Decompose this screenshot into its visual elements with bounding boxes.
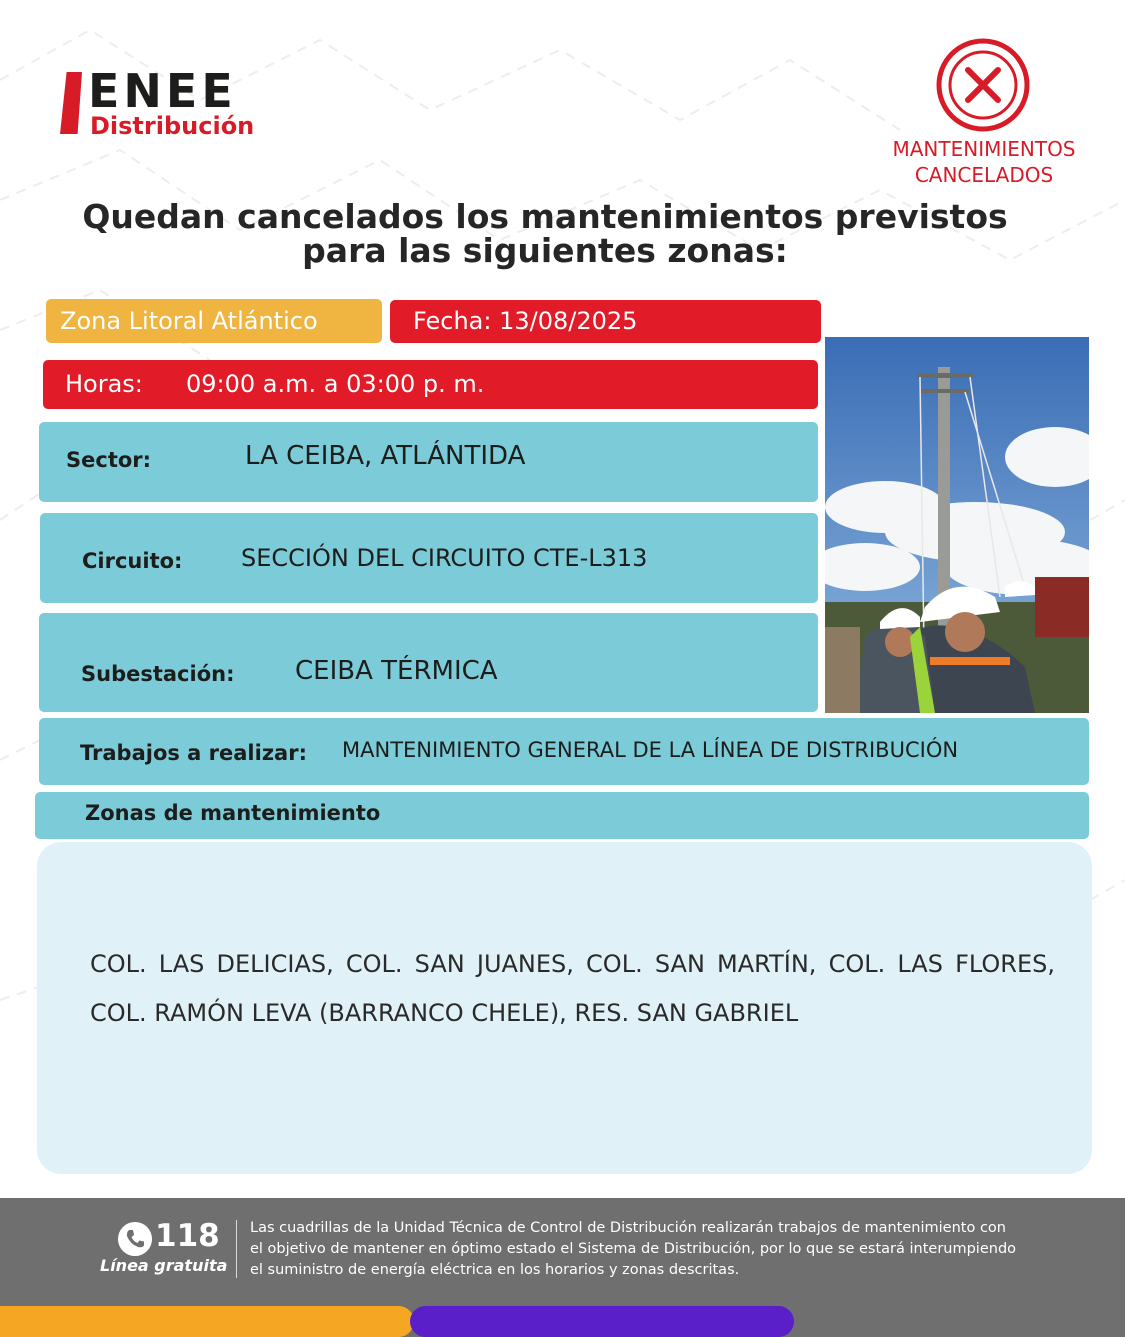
substation-label: Subestación: <box>81 662 235 686</box>
work-value: MANTENIMIENTO GENERAL DE LA LÍNEA DE DISTRIBUCIÓN <box>342 738 959 762</box>
zones-list: COL. LAS DELICIAS, COL. SAN JUANES, COL. SAN MARTÍN, COL. LAS FLORES, COL. RAMÓN LEVA (BARRANCO CHELE), RES. SAN GABRIEL <box>90 950 1055 1027</box>
headline-line-2: para las siguientes zonas: <box>302 231 788 270</box>
sector-label: Sector: <box>66 448 152 472</box>
footer-notice <box>250 1218 1080 1281</box>
badge-line-1: MANTENIMIENTOS <box>892 137 1076 161</box>
circuit-box <box>40 513 818 603</box>
workers-photo <box>825 337 1089 713</box>
work-label: Trabajos a realizar: <box>80 741 307 765</box>
logo-bolt-icon <box>60 72 82 134</box>
zone-badge: Zona Litoral Atlántico <box>46 299 382 343</box>
hours-label: Horas: <box>65 370 143 398</box>
hotline-number: 118 <box>155 1218 220 1254</box>
sector-value: LA CEIBA, ATLÁNTIDA <box>245 441 526 471</box>
zones-header <box>35 792 1089 839</box>
cancelled-badge-label <box>870 136 1098 188</box>
logo-brand: ENEE <box>88 64 237 118</box>
footer-line-1: Las cuadrillas de la Unidad Técnica de Control de Distribución realizarán trabajos de mantenimiento con <box>250 1220 1006 1236</box>
hours-badge <box>43 360 818 409</box>
hotline-label: Línea gratuita <box>100 1256 228 1275</box>
date-badge <box>390 300 821 343</box>
badge-line-2: CANCELADOS <box>914 163 1054 187</box>
hotline <box>100 1218 230 1278</box>
bottom-stripe-orange <box>0 1306 414 1337</box>
work-box <box>39 718 1089 785</box>
circuit-label: Circuito: <box>82 549 183 573</box>
zones-label: Zonas de mantenimiento <box>85 801 381 825</box>
bottom-stripe-purple <box>410 1306 794 1337</box>
date-label: Fecha: <box>413 307 492 335</box>
phone-icon <box>118 1222 152 1256</box>
footer-line-3: el suministro de energía eléctrica en los horarios y zonas descritas. <box>250 1262 740 1278</box>
substation-box <box>39 613 818 712</box>
enee-logo <box>60 64 290 140</box>
logo-subtitle: Distribución <box>90 112 255 140</box>
x-circle-icon <box>935 37 1031 133</box>
headline-line-1: Quedan cancelados los mantenimientos previstos <box>82 197 1008 236</box>
page-title <box>40 197 1050 270</box>
footer-line-2: el objetivo de mantener en óptimo estado el Sistema de Distribución, por lo que se estará interumpiendo <box>250 1241 1017 1257</box>
circuit-value: SECCIÓN DEL CIRCUITO CTE-L313 <box>241 544 648 572</box>
sector-box <box>39 422 818 502</box>
substation-value: CEIBA TÉRMICA <box>295 656 498 686</box>
hours-value: 09:00 a.m. a 03:00 p. m. <box>186 370 485 398</box>
date-value: 13/08/2025 <box>499 307 638 335</box>
footer-divider <box>236 1220 237 1278</box>
